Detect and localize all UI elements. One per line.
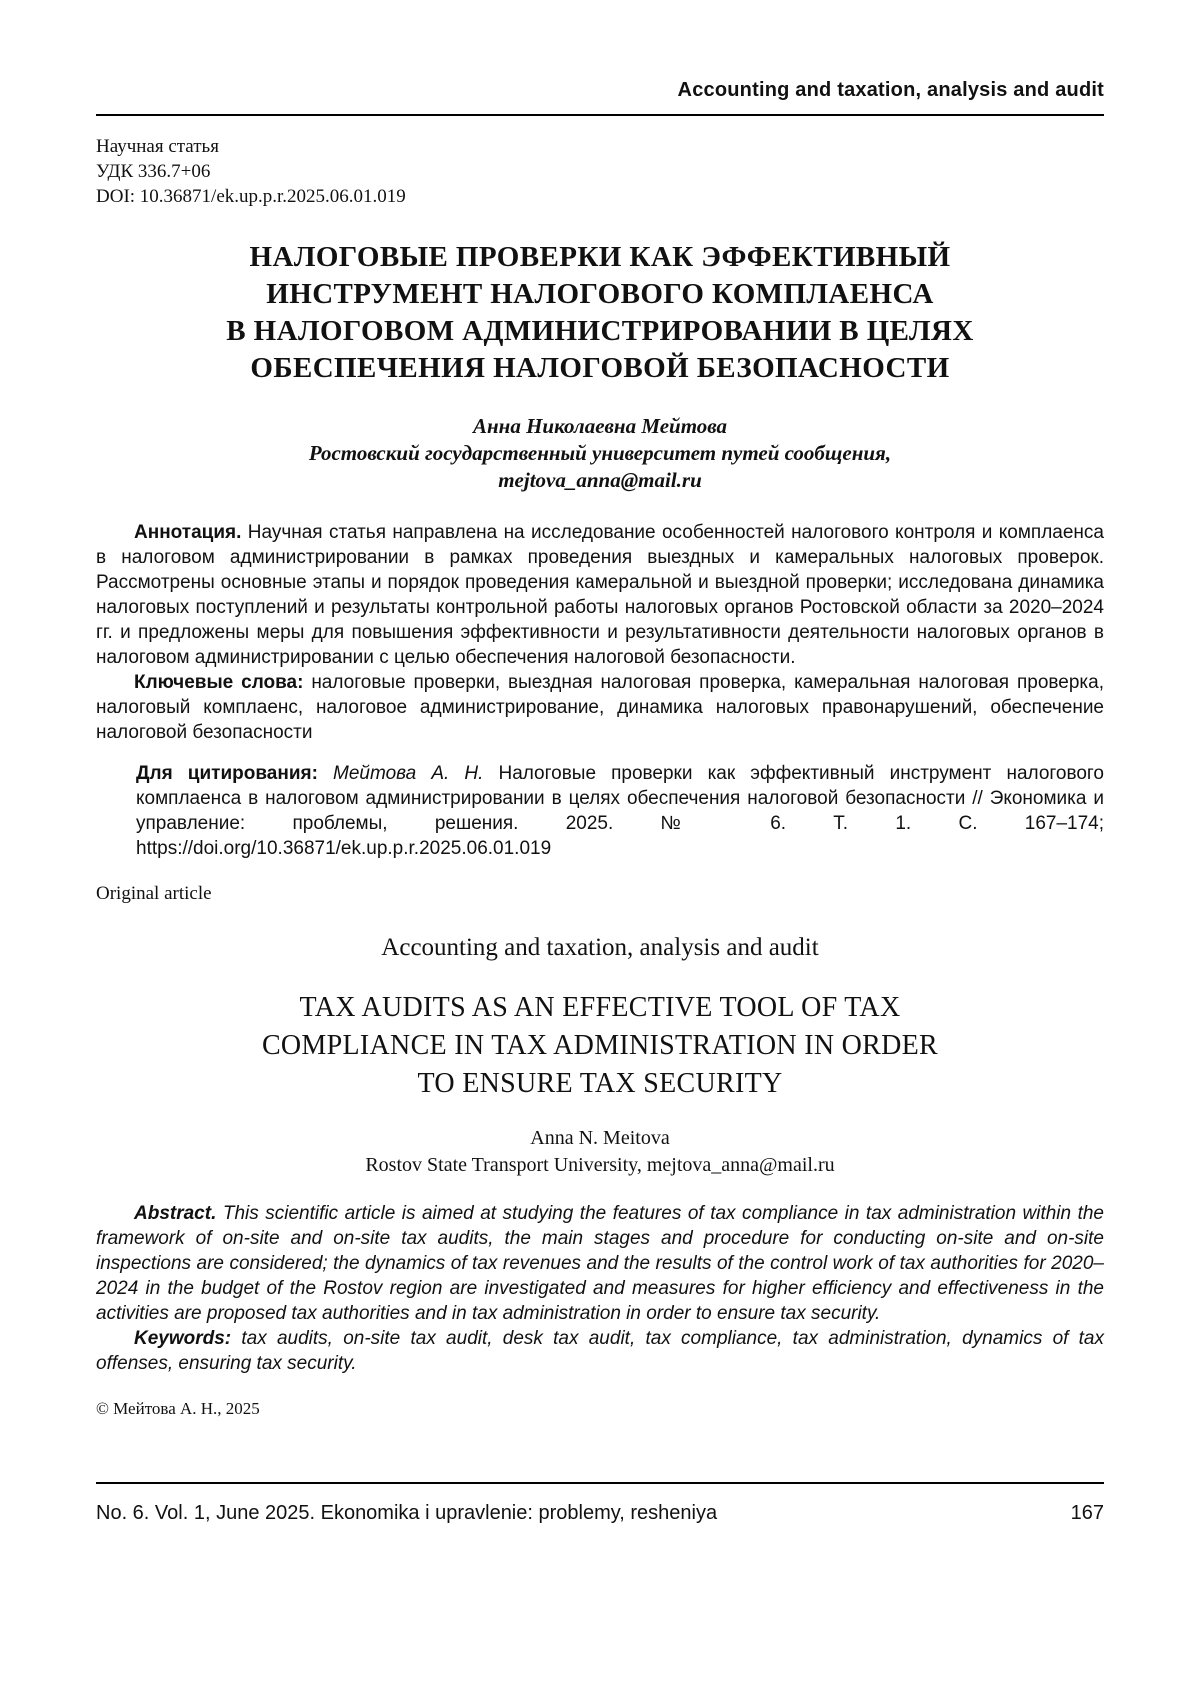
article-type-en: Original article: [96, 883, 212, 904]
article-type-ru: Научная статья: [96, 136, 219, 157]
page-footer: [96, 1482, 1104, 1526]
keywords-en: [96, 1326, 1104, 1376]
author-name-ru: Анна Николаевна Мейтова: [473, 414, 727, 438]
journal-info: No. 6. Vol. 1, June 2025. Ekonomika i upravlenie: problemy, resheniya: [96, 1502, 718, 1524]
page-number: 167: [1070, 1502, 1104, 1524]
abstract-label-en: Abstract.: [134, 1203, 217, 1224]
citation-ru: [136, 761, 1104, 861]
abstract-en: [96, 1201, 1104, 1326]
abstract-label-ru: Аннотация.: [134, 522, 242, 543]
affiliation-ru: Ростовский государственный университет путей сообщения,: [308, 441, 892, 465]
udc-code: УДК 336.7+06: [96, 161, 211, 182]
author-block-en: [96, 1125, 1104, 1179]
affiliation-en: Rostov State Transport University, mejtova_anna@mail.ru: [365, 1154, 835, 1176]
author-name-en: Anna N. Meitova: [530, 1127, 670, 1149]
keywords-text-en: tax audits, on-site tax audit, desk tax audit, tax compliance, tax administration, dynamics of tax offenses, ensuring tax security.: [96, 1328, 1104, 1374]
keywords-ru: [96, 670, 1104, 745]
abstract-ru: [96, 520, 1104, 670]
author-block-ru: [96, 413, 1104, 494]
footer-divider: [96, 1482, 1104, 1484]
abstract-text-en: This scientific article is aimed at studying the features of tax compliance in tax administration within the framework of on-site and on-site tax audits, the main stages and procedure for conducting on-site and on-site inspections are considered; the dynamics of tax revenues and the results of the control work of tax authorities for 2020–2024 in the budget of the Rostov region are investigated and measures for higher efficiency and effectiveness in the activities are proposed tax authorities and in tax administration in order to ensure tax security.: [96, 1203, 1104, 1324]
title-ru: НАЛОГОВЫЕ ПРОВЕРКИ КАК ЭФФЕКТИВНЫЙ ИНСТРУМЕНТ НАЛОГОВОГО КОМПЛАЕНСА В НАЛОГОВОМ АДМИНИСТРИРОВАНИИ В ЦЕЛЯХ ОБЕСПЕЧЕНИЯ НАЛОГОВОЙ БЕЗОПАСНОСТИ: [226, 241, 974, 384]
citation-text-ru: Налоговые проверки как эффективный инструмент налогового комплаенса в налоговом администрировании в целях обеспечения налоговой безопасности // Экономика и управление: проблемы, решения. 2025. № 6. Т. 1. С. 167–174; https://doi.org/10.36871/ek.up.p.r.2025.06.01.019: [136, 763, 1104, 859]
keywords-label-en: Keywords:: [134, 1328, 232, 1349]
article-meta: [96, 134, 1104, 209]
doi-line: DOI: 10.36871/ek.up.p.r.2025.06.01.019: [96, 186, 406, 207]
citation-label-ru: Для цитирования:: [136, 763, 318, 784]
keywords-label-ru: Ключевые слова:: [134, 672, 304, 693]
citation-author-ru: Мейтова А. Н.: [317, 763, 484, 784]
copyright-notice: © Мейтова А. Н., 2025: [96, 1399, 260, 1418]
header-divider: [96, 114, 1104, 116]
footer-row: [96, 1500, 1104, 1526]
author-email-ru: mejtova_anna@mail.ru: [498, 468, 702, 492]
section-heading-en: Accounting and taxation, analysis and audit: [381, 934, 819, 961]
keywords-text-ru: налоговые проверки, выездная налоговая проверка, камеральная налоговая проверка, налоговый комплаенс, налоговое администрирование, динамика налоговых правонарушений, обеспечение налоговой безопасности: [96, 672, 1104, 743]
abstract-text-ru: Научная статья направлена на исследование особенностей налогового контроля и комплаенса в налоговом администрировании в рамках проведения выездных и камеральных налоговых проверок. Рассмотрены основные этапы и порядок проведения камеральной и выездной проверки; исследована динамика налоговых поступлений и результаты контрольной работы налоговых органов Ростовской области за 2020–2024 гг. и предложены меры для повышения эффективности и результативности деятельности налоговых органов в налоговом администрировании с целью обеспечения налоговой безопасности.: [96, 522, 1104, 668]
title-en: TAX AUDITS AS AN EFFECTIVE TOOL OF TAX COMPLIANCE IN TAX ADMINISTRATION IN ORDER TO ENSURE TAX SECURITY: [261, 992, 939, 1099]
running-head: Accounting and taxation, analysis and audit: [677, 79, 1104, 101]
